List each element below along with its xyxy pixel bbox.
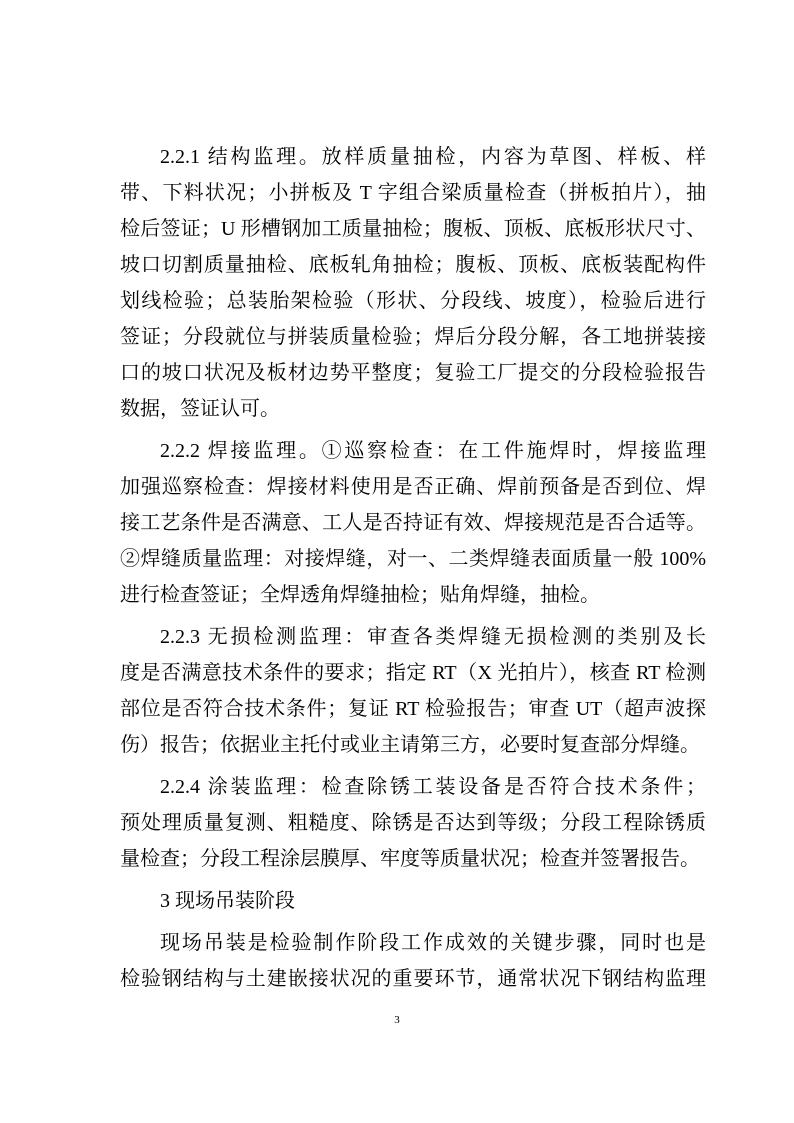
- text-line: 量检查；分段工程涂层膜厚、牢度等质量状况；检查并签署报告。: [120, 848, 700, 870]
- text-line: 2.2.2 焊接监理。①巡察检查：在工件施焊时，焊接监理: [160, 440, 706, 462]
- text-line: 坡口切割质量抽检、底板轧角抽检；腹板、顶板、底板装配构件: [120, 254, 706, 276]
- text-line: 划线检验；总装胎架检验（形状、分段线、坡度），检验后进行: [120, 290, 706, 312]
- section-heading: [120, 883, 706, 919]
- text-line: 2.2.3 无损检测监理：审查各类焊缝无损检测的类别及长: [160, 626, 706, 648]
- text-line: 2.2.4 涂装监理：检查除锈工装设备是否符合技术条件；: [160, 776, 706, 798]
- text-line: ②焊缝质量监理：对接焊缝，对一、二类焊缝表面质量一般 100%: [120, 548, 706, 570]
- section-heading-text: 3 现场吊装阶段: [160, 890, 295, 912]
- text-line: 部位是否符合技术条件；复证 RT 检验报告；审查 UT（超声波探: [120, 698, 706, 720]
- text-line: 检后签证；U 形槽钢加工质量抽检；腹板、顶板、底板形状尺寸、: [120, 218, 706, 240]
- text-line: 检验钢结构与土建嵌接状况的重要环节，通常状况下钢结构监理: [120, 968, 706, 990]
- text-line: 接工艺条件是否满意、工人是否持证有效、焊接规范是否合适等。: [120, 512, 706, 534]
- page-body: [120, 139, 706, 1003]
- text-line: 签证；分段就位与拼装质量检验；焊后分段分解，各工地拼装接: [120, 326, 706, 348]
- text-line: 加强巡察检查：焊接材料使用是否正确、焊前预备是否到位、焊: [120, 476, 706, 498]
- paragraph-2-2-3-ndt-supervision: [120, 619, 706, 763]
- text-line: 度是否满意技术条件的要求；指定 RT（X 光拍片），核查 RT 检测: [120, 662, 706, 684]
- text-line: 预处理质量复测、粗糙度、除锈是否达到等级；分段工程除锈质: [120, 812, 706, 834]
- paragraph-2-2-1-structure-supervision: [120, 139, 706, 427]
- paragraph-2-2-4-coating-supervision: [120, 769, 706, 877]
- text-line: 带、下料状况；小拼板及 T 字组合梁质量检查（拼板拍片），抽: [120, 182, 706, 204]
- text-line: 2.2.1 结构监理。放样质量抽检，内容为草图、样板、样: [160, 146, 706, 168]
- paragraph-2-2-2-welding-supervision: [120, 433, 706, 613]
- text-line: 现场吊装是检验制作阶段工作成效的关键步骤，同时也是: [160, 932, 706, 954]
- text-line: 口的坡口状况及板材边势平整度；复验工厂提交的分段检验报告: [120, 362, 706, 384]
- text-line: 进行检查签证；全焊透角焊缝抽检；贴角焊缝，抽检。: [120, 584, 600, 606]
- paragraph-on-site-hoisting: [120, 925, 706, 997]
- page-number: 3: [394, 1014, 400, 1026]
- text-line: 数据，签证认可。: [120, 398, 280, 420]
- text-line: 伤）报告；依据业主托付或业主请第三方，必要时复查部分焊缝。: [120, 734, 700, 756]
